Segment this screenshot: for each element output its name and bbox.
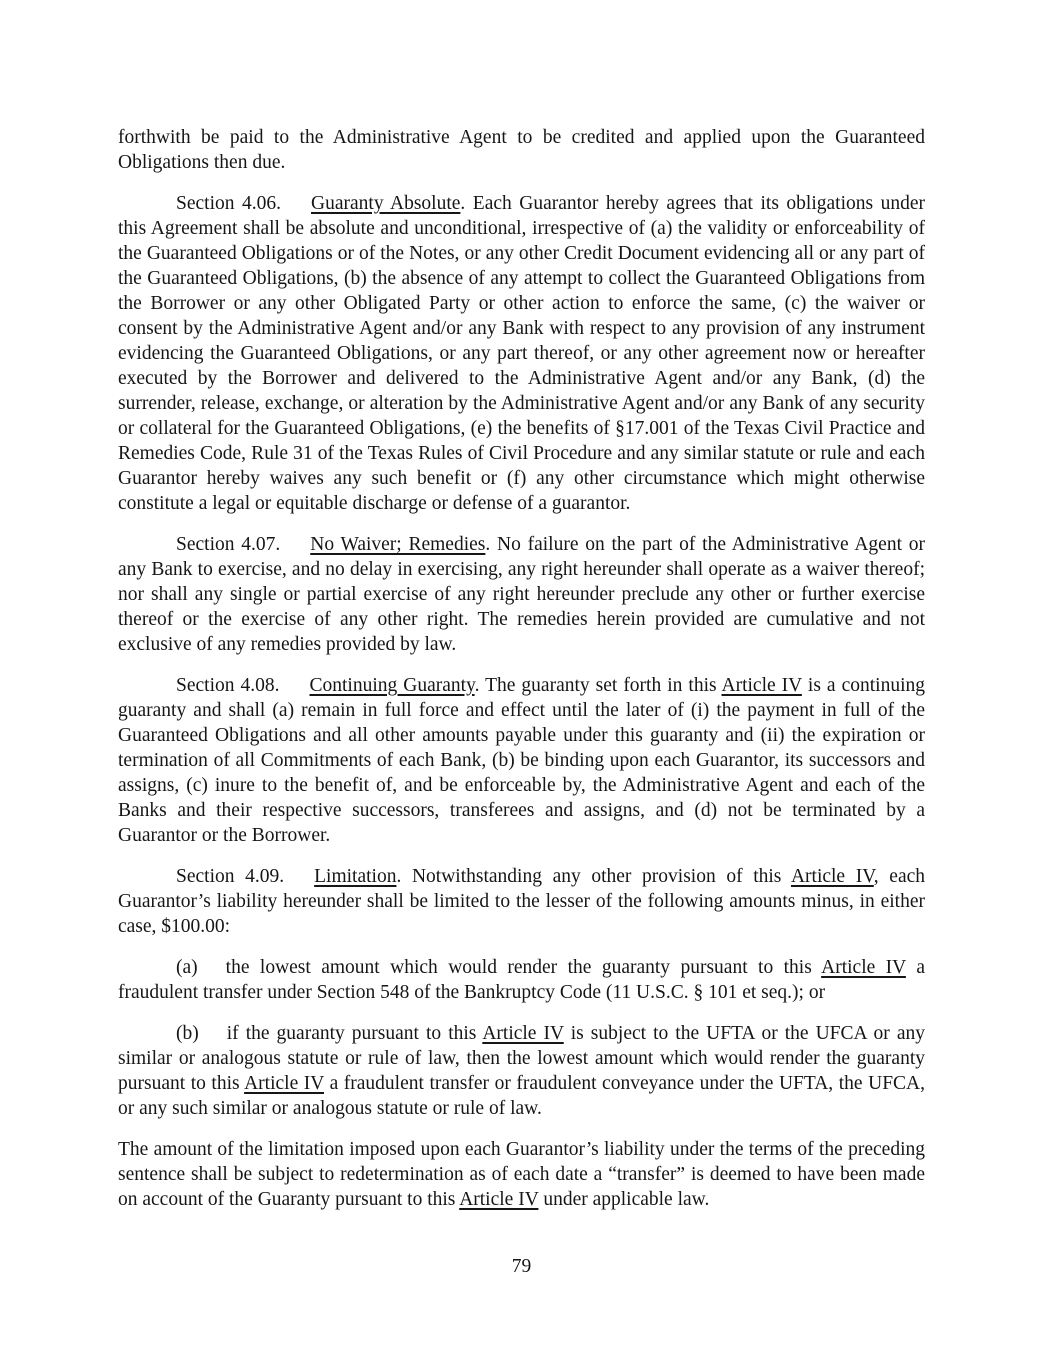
article-iv-reference: Article IV xyxy=(790,866,874,887)
section-number: Section 4.07. xyxy=(176,534,281,555)
clause-a-paragraph xyxy=(118,955,925,1005)
clause-b-paragraph xyxy=(118,1021,925,1121)
body-text-run: if the guaranty pursuant to this xyxy=(226,1023,483,1044)
body-text-run: a fraudulent transfer under Section 548 of the Bankruptcy Code (11 U.S.C. § 101 et seq.); or xyxy=(118,957,925,1003)
article-iv-reference: Article IV xyxy=(459,1189,539,1210)
article-iv-reference: Article IV xyxy=(721,675,802,696)
closing-paragraph xyxy=(118,1137,925,1212)
section-heading: Guaranty Absolute xyxy=(311,193,461,214)
section-4-06-paragraph xyxy=(118,191,925,516)
article-iv-reference: Article IV xyxy=(821,957,906,978)
body-text-run: forthwith be paid to the Administrative Agent to be credited and applied upon the Guaranteed Obligations then due. xyxy=(118,127,925,173)
body-text-run: under applicable law. xyxy=(538,1189,710,1210)
body-text-run: The amount of the limitation imposed upon each Guarantor’s liability under the terms of the preceding sentence shall be subject to redetermination as of each date a “transfer” is deemed to have been made on account of the Guaranty pursuant to this xyxy=(118,1139,925,1210)
continuation-paragraph xyxy=(118,125,925,175)
body-text-run: a fraudulent transfer or fraudulent conveyance under the UFTA, the UFCA, or any such similar or analogous statute or rule of law. xyxy=(118,1073,926,1119)
section-heading: Continuing Guaranty xyxy=(309,675,475,696)
document-body xyxy=(118,125,925,1228)
section-4-09-paragraph xyxy=(118,864,925,939)
body-text-run: . Notwithstanding any other provision of this xyxy=(396,866,791,887)
body-text-run: is a continuing guaranty and shall (a) remain in full force and effect until the later of (i) the payment in full of the Guaranteed Obligations and all other amounts payable under this guaranty and (ii) the expiration or termination of all Commitments of each Bank, (b) be binding upon each Guarantor, its successors and assigns, (c) inure to the benefit of, and be enforceable by, the Administrative Agent and each of the Banks and their respective successors, transferees and assigns, and (d) not be terminated by a Guarantor or the Borrower. xyxy=(118,675,925,846)
section-4-07-paragraph xyxy=(118,532,925,657)
body-text-run: . Each Guarantor hereby agrees that its obligations under this Agreement shall be absolute and unconditional, irrespective of (a) the validity or enforceability of the Guaranteed Obligations or of the Notes, or any other Credit Document evidencing all or any part of the Guaranteed Obligations, (b) the absence of any attempt to collect the Guaranteed Obligations from the Borrower or any other Obligated Party or other action to enforce the same, (c) the waiver or consent by the Administrative Agent and/or any Bank with respect to any provision of any instrument evidencing the Guaranteed Obligations, or any part thereof, or any other agreement now or hereafter executed by the Borrower and delivered to the Administrative Agent and/or any Bank, (d) the surrender, release, exchange, or alteration by the Administrative Agent and/or any Bank of any security or collateral for the Guaranteed Obligations, (e) the benefits of §17.001 of the Texas Civil Practice and Remedies Code, Rule 31 of the Texas Rules of Civil Procedure and any similar statute or rule and each Guarantor hereby waives any such benefit or (f) any other circumstance which might otherwise constitute a legal or equitable discharge or defense of a guarantor. xyxy=(118,193,925,514)
section-heading: Limitation xyxy=(314,866,397,887)
article-iv-reference: Article IV xyxy=(244,1073,325,1094)
body-text-run: , each Guarantor’s liability hereunder shall be limited to the lesser of the following amounts minus, in either case, $100.00: xyxy=(118,866,925,937)
body-text-run: the lowest amount which would render the guaranty pursuant to this xyxy=(225,957,822,978)
page-number: 79 xyxy=(511,1256,532,1277)
section-heading: No Waiver; Remedies xyxy=(310,534,486,555)
body-text-run: . No failure on the part of the Administrative Agent or any Bank to exercise, and no delay in exercising, any right hereunder shall operate as a waiver thereof; nor shall any single or partial exercise of any right hereunder preclude any other or further exercise thereof or the exercise of any other right. The remedies herein provided are cumulative and not exclusive of any remedies provided by law. xyxy=(118,534,925,655)
article-iv-reference: Article IV xyxy=(482,1023,564,1044)
section-4-08-paragraph xyxy=(118,673,925,848)
section-number: Section 4.06. xyxy=(176,193,282,214)
section-number: Section 4.09. xyxy=(176,866,285,887)
clause-marker: (b) xyxy=(176,1023,199,1044)
clause-marker: (a) xyxy=(176,957,198,978)
body-text-run: is subject to the UFTA or the UFCA or any similar or analogous statute or rule of law, then the lowest amount which would render the guaranty pursuant to this xyxy=(118,1023,925,1094)
section-number: Section 4.08. xyxy=(176,675,280,696)
body-text-run: . The guaranty set forth in this xyxy=(474,675,722,696)
